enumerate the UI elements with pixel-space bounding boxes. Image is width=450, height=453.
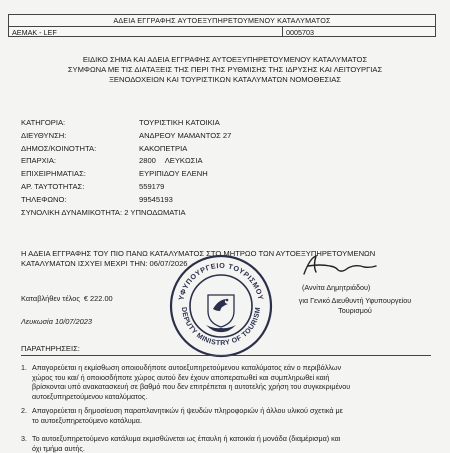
field-label: ΣΥΝΟΛΙΚΗ ΔΥΝΑΜΙΚΟΤΗΤΑ: 2 ΥΠΝΟΔΩΜΑΤΙΑ: [21, 207, 186, 217]
fee-paid: [21, 294, 113, 303]
intro-text: [20, 55, 430, 85]
document-title: ΑΔΕΙΑ ΕΓΓΡΑΦΗΣ ΑΥΤΟΕΞΥΠΗΡΕΤΟΥΜΕΝΟΥ ΚΑΤΑΛΥΜΑΤΟΣ: [8, 14, 436, 27]
signatory-role-line: για Γενικό Διευθυντή Υφυπουργείου: [298, 296, 412, 305]
district-name: ΛΕΥΚΩΣΙΑ: [164, 156, 203, 166]
property-fields: [21, 117, 441, 219]
document-code-label: AEMAK - LEF: [8, 26, 283, 37]
intro-line: ΕΙΔΙΚΟ ΣΗΜΑ ΚΑΙ ΑΔΕΙΑ ΕΓΓΡΑΦΗΣ ΑΥΤΟΕΞΥΠΗΡΕΤΟΥΜΕΝΟΥ ΚΑΤΑΛΥΜΑΤΟΣ: [82, 55, 368, 64]
postcode: 2800: [139, 156, 156, 166]
coat-of-arms-icon: [206, 295, 236, 332]
field-value: ΕΥΡΙΠΙΔΟΥ ΕΛΕΝΗ: [139, 169, 208, 179]
note-text: Το αυτοεξυπηρετούμενο κατάλυμα εκμισθώνεται ως έπαυλη ή κατοικία ή μονάδα (διαμέρισμα) και όχι τμήμα αυτής.: [32, 434, 341, 453]
signature-icon: [300, 254, 380, 278]
stamp-inner-text: DEPUTY MINISTRY OF TOURISM: [179, 306, 263, 348]
note-text: Απαγορεύεται η δημοσίευση παραπλανητικών ή ψευδών πληροφοριών ή άλλου υλικού σχετικά με το αυτοεξυπηρετούμενο κατάλυμα.: [32, 406, 343, 425]
field-value: [139, 155, 203, 168]
field-label: ΕΠΑΡΧΙΑ:: [21, 156, 57, 166]
field-value: ΚΑΚΟΠΕΤΡΙΑ: [139, 143, 188, 153]
field-owner: [21, 168, 441, 181]
field-address: [21, 130, 441, 143]
field-category: [21, 117, 441, 130]
field-phone: [21, 194, 441, 207]
validity-line: ΚΑΤΑΛΥΜΑΤΩΝ ΙΣΧΥΕΙ ΜΕΧΡΙ ΤΗΝ: 06/07/2026: [21, 259, 188, 268]
field-label: ΤΗΛΕΦΩΝΟ:: [21, 194, 67, 204]
signatory-name: (Αννίτα Δημητριάδου): [302, 283, 371, 292]
field-label: ΑΡ. ΤΑΥΤΟΤΗΤΑΣ:: [21, 181, 85, 191]
notes-heading: ΠΑΡΑΤΗΡΗΣΕΙΣ:: [21, 344, 80, 353]
field-value: ΤΟΥΡΙΣΤΙΚΗ ΚΑΤΟΙΚΙΑ: [139, 118, 220, 127]
field-value: 559179: [139, 181, 165, 191]
document-code-number: 0005703: [282, 26, 436, 37]
field-value: 99545193: [139, 194, 173, 204]
field-label: ΔΙΕΥΘΥΝΣΗ:: [21, 130, 67, 140]
document-code-row: [8, 26, 436, 37]
official-stamp-icon: [168, 253, 274, 359]
fee-label: Καταβλήθεν τέλος: [21, 294, 80, 303]
note-text: Απαγορεύεται η εκμίσθωση οποιουδήποτε αυτοεξυπηρετούμενου καταλύματος εάν ο περιβάλλων χώρος του και/ ή οποιοσδήποτε χώρος αυτού δεν έχουν αποπερατωθεί και συμπληρωθεί καιή βρίσκονται υπό ανακατασκευή σε βαθμό που δεν επιτρέπεται η αυτοτελής χρήση του συγκεκριμένου αυτοεξυπηρετούμενου καταλύματος.: [32, 363, 351, 401]
field-value: ΑΝΔΡΕΟΥ ΜΑΜΑΝΤΟΣ 27: [139, 130, 232, 140]
notes-divider: [21, 355, 431, 356]
note-number: 3.: [21, 434, 27, 443]
issue-date: Λευκωσία 10/07/2023: [21, 317, 92, 326]
note-number: 1.: [21, 363, 27, 372]
intro-line: ΞΕΝΟΔΟΧΕΙΩΝ ΚΑΙ ΤΟΥΡΙΣΤΙΚΩΝ ΚΑΤΑΛΥΜΑΤΩΝ ΝΟΜΟΘΕΣΙΑΣ: [109, 75, 341, 84]
signatory-role: [270, 296, 440, 316]
field-label: ΔΗΜΟΣ/ΚΟΙΝΟΤΗΤΑ:: [21, 143, 97, 153]
field-municipality: [21, 143, 441, 156]
field-value: 2 ΥΠΝΟΔΩΜΑΤΙΑ: [124, 207, 186, 217]
field-capacity: [21, 207, 441, 220]
field-district: [21, 155, 441, 168]
stamp-outer-text: ΥΦΥΠΟΥΡΓΕΙΟ ΤΟΥΡΙΣΜΟΥ: [176, 260, 266, 302]
fee-amount: € 222.00: [83, 294, 113, 303]
field-label: ΚΑΤΗΓΟΡΙΑ:: [21, 118, 66, 127]
intro-line: ΣΥΜΦΩΝΑ ΜΕ ΤΙΣ ΔΙΑΤΑΞΕΙΣ ΤΗΣ ΠΕΡΙ ΤΗΣ ΡΥΘΜΙΣΗΣ ΤΗΣ ΙΔΡΥΣΗΣ ΚΑΙ ΛΕΙΤΟΥΡΓΙΑΣ: [67, 65, 383, 74]
field-id-number: [21, 181, 441, 194]
signatory-role-line: Τουρισμού: [338, 306, 372, 315]
validity-line: Η ΑΔΕΙΑ ΕΓΓΡΑΦΗΣ ΤΟΥ ΠΙΟ ΠΑΝΩ ΚΑΤΑΛΥΜΑΤΟΣ ΣΤΟ ΜΗΤΡΩΟ ΤΩΝ ΑΥΤΟΕΞΥΠΗΡΕΤΟΥΜΕΝΩΝ: [21, 249, 376, 258]
field-label: ΕΠΙΧΕΙΡΗΜΑΤΙΑΣ:: [21, 169, 86, 179]
note-number: 2.: [21, 406, 27, 415]
